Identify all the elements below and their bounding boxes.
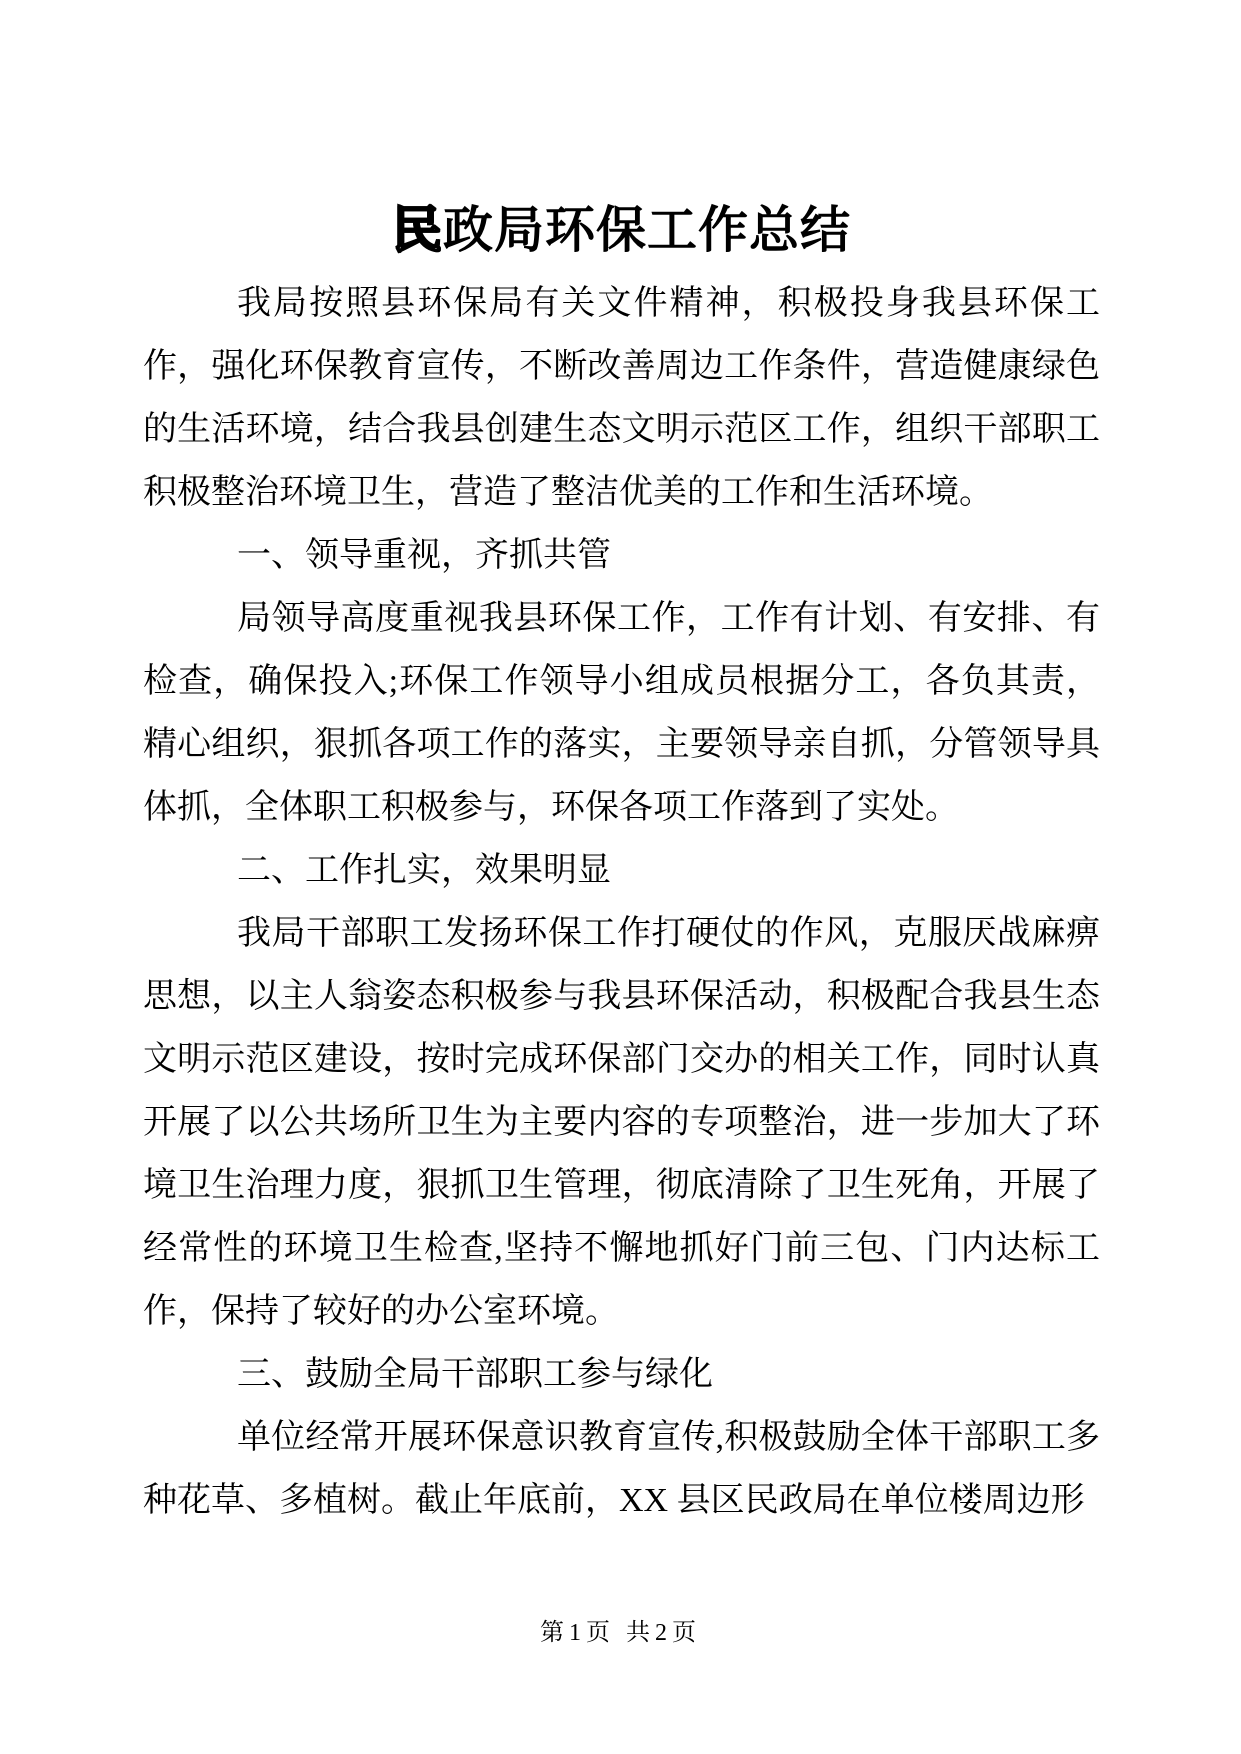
title-outline-char: 民 (392, 202, 443, 258)
paragraph-intro: 我局按照县环保局有关文件精神，积极投身我县环保工作，强化环保教育宣传，不断改善周边工作条件，营造健康绿色的生活环境，结合我县创建生态文明示范区工作，组织干部职工积极整治环境卫生，营造了整洁优美的工作和生活环境。 (143, 285, 1100, 511)
section-heading-2: 二、工作扎实，效果明显 (237, 852, 611, 889)
document-title (143, 198, 1100, 262)
paragraph-section-3: 单位经常开展环保意识教育宣传,积极鼓励全体干部职工多种花草、多植树。截止年底前，XX 县区民政局在单位楼周边形 (143, 1419, 1100, 1519)
title-rest-text: 政局环保工作总结 (443, 202, 851, 258)
page-footer (0, 1616, 1241, 1650)
paragraph-section-2: 我局干部职工发扬环保工作打硬仗的作风，克服厌战麻痹思想，以主人翁姿态积极参与我县环保活动，积极配合我县生态文明示范区建设，按时完成环保部门交办的相关工作，同时认真开展了以公共场所卫生为主要内容的专项整治，进一步加大了环境卫生治理力度，狠抓卫生管理，彻底清除了卫生死角，开展了经常性的环境卫生检查,坚持不懈地抓好门前三包、门内达标工作，保持了较好的办公室环境。 (143, 915, 1100, 1330)
section-heading-3: 三、鼓励全局干部职工参与绿化 (237, 1356, 713, 1393)
document-content (143, 198, 1100, 1532)
section-heading-1: 一、领导重视，齐抓共管 (237, 537, 611, 574)
page-number-text: 第1页 共2页 (540, 1620, 701, 1646)
paragraph-section-1: 局领导高度重视我县环保工作，工作有计划、有安排、有检查，确保投入;环保工作领导小组成员根据分工，各负其责，精心组织，狠抓各项工作的落实，主要领导亲自抓，分管领导具体抓，全体职工积极参与，环保各项工作落到了实处。 (143, 600, 1100, 826)
